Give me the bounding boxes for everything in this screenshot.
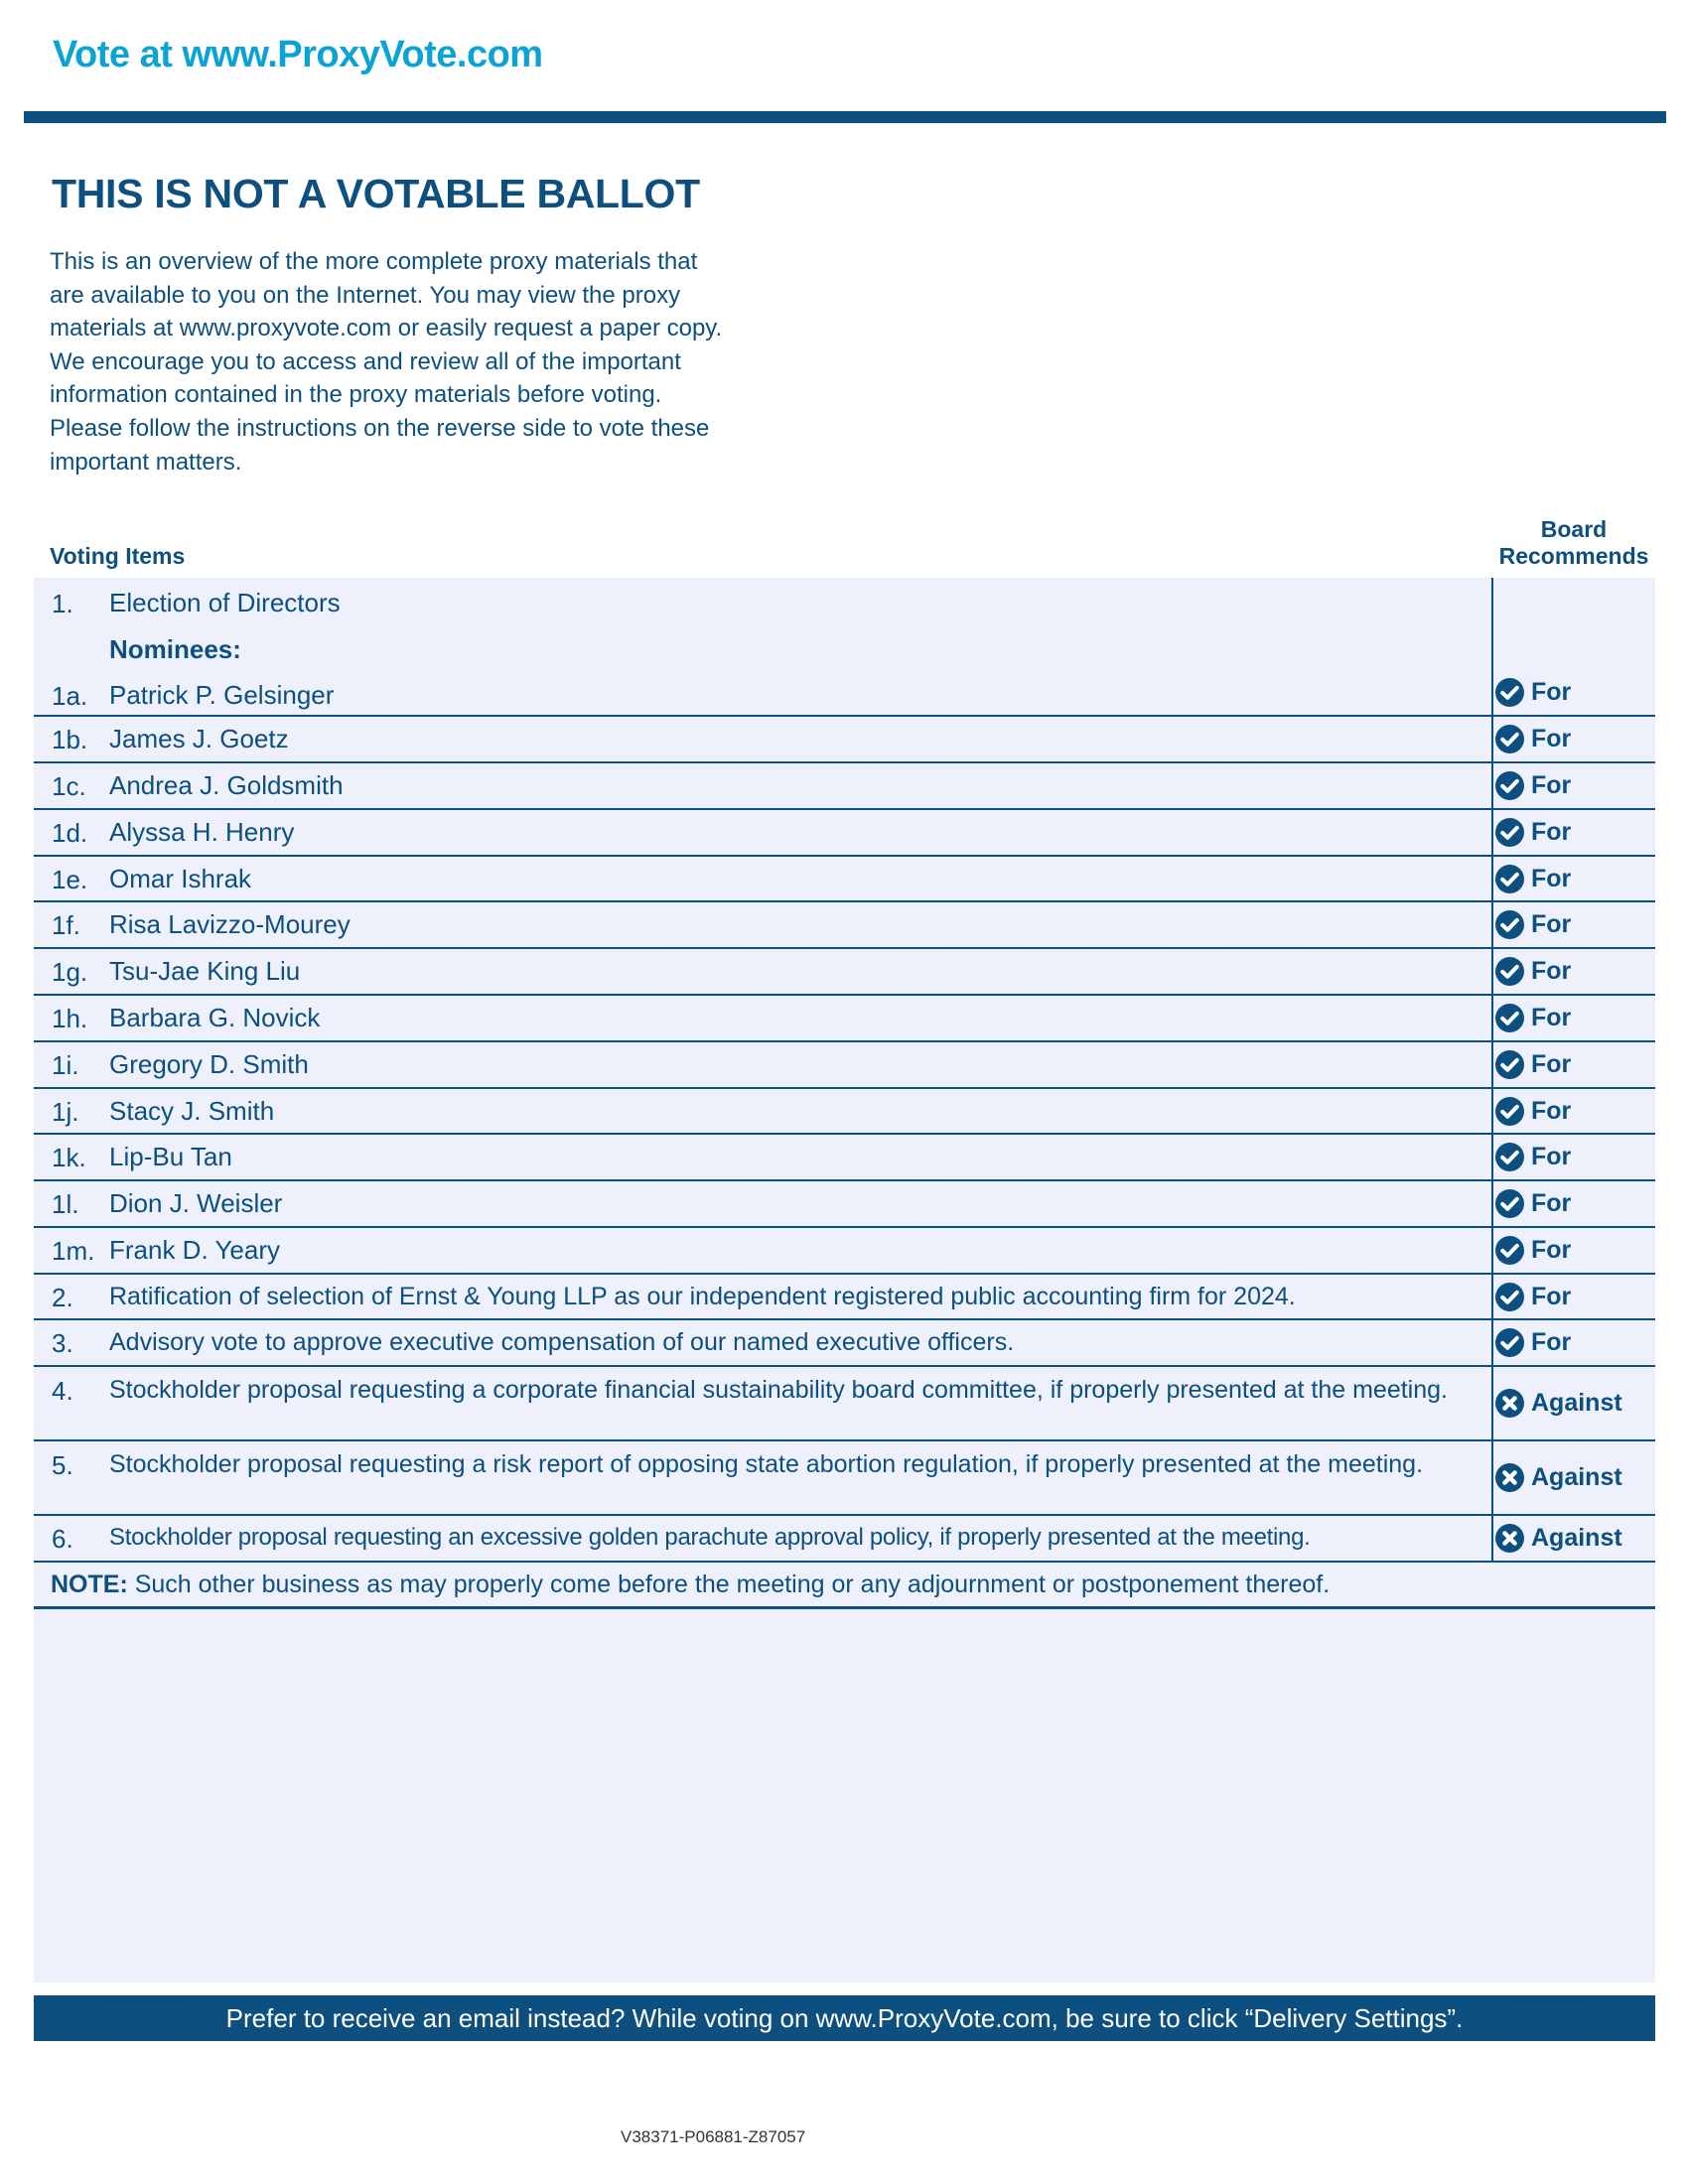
item-text: Election of Directors	[109, 588, 341, 617]
board-recommends-header	[1492, 516, 1655, 570]
item-number: 1c.	[52, 771, 86, 801]
item-number: 1l.	[52, 1189, 79, 1219]
item-text: Gregory D. Smith	[109, 1049, 309, 1079]
board-recommendation	[1495, 771, 1654, 800]
board-header-line1: Board	[1540, 516, 1608, 542]
item-number: 1g.	[52, 957, 88, 987]
board-recommendation	[1495, 1143, 1654, 1171]
item-number: 1h.	[52, 1004, 88, 1033]
table-row	[34, 1516, 1655, 1563]
board-recommendation	[1495, 1328, 1654, 1357]
item-number: 1f.	[52, 910, 80, 940]
board-recommendation	[1495, 678, 1654, 707]
check-circle-icon	[1495, 1328, 1524, 1357]
check-circle-icon	[1495, 1189, 1524, 1218]
board-recommendation	[1495, 1050, 1654, 1079]
board-recommendation	[1495, 1389, 1654, 1418]
item-number: 1d.	[52, 818, 88, 848]
voting-items-header: Voting Items	[50, 543, 186, 569]
item-text: Lip-Bu Tan	[109, 1142, 232, 1171]
table-row	[34, 1441, 1655, 1516]
check-circle-icon	[1495, 771, 1524, 800]
recommendation-label: For	[1531, 910, 1572, 938]
item-number: 3.	[52, 1328, 73, 1358]
recommendation-label: For	[1531, 1050, 1572, 1078]
recommendation-label: For	[1531, 725, 1572, 752]
item-text: Patrick P. Gelsinger	[109, 680, 335, 710]
table-row	[34, 996, 1655, 1042]
item-text: James J. Goetz	[109, 724, 289, 753]
item-text: Alyssa H. Henry	[109, 817, 295, 847]
recommendation-label: For	[1531, 678, 1572, 706]
board-recommendation	[1495, 1004, 1654, 1032]
board-recommendation	[1495, 1463, 1654, 1492]
item-text: Omar Ishrak	[109, 864, 252, 893]
recommendation-label: Against	[1531, 1389, 1622, 1417]
note-label: NOTE:	[51, 1570, 128, 1598]
recommendation-label: Against	[1531, 1463, 1622, 1491]
board-recommendation	[1495, 725, 1654, 753]
table-row-election	[34, 578, 1655, 717]
item-number: 1.	[52, 589, 73, 618]
board-recommendation	[1495, 957, 1654, 986]
table-row	[34, 857, 1655, 902]
item-text: Dion J. Weisler	[109, 1188, 283, 1218]
table-row	[34, 949, 1655, 996]
check-circle-icon	[1495, 910, 1524, 939]
x-circle-icon	[1495, 1463, 1524, 1492]
table-row	[34, 810, 1655, 857]
note-text	[51, 1570, 1330, 1599]
check-circle-icon	[1495, 678, 1524, 707]
recommendation-label: For	[1531, 1236, 1572, 1264]
check-circle-icon	[1495, 1004, 1524, 1032]
intro-line: materials at www.proxyvote.com or easily request a paper copy.	[50, 315, 723, 342]
intro-line: Please follow the instructions on the reverse side to vote these	[50, 414, 710, 442]
table-row	[34, 1320, 1655, 1367]
table-row	[34, 763, 1655, 810]
note-body: Such other business as may properly come before the meeting or any adjournment or postponement thereof.	[127, 1570, 1331, 1598]
board-recommendation	[1495, 910, 1654, 939]
check-circle-icon	[1495, 1050, 1524, 1079]
recommendation-label: For	[1531, 1283, 1572, 1310]
recommendation-label: Against	[1531, 1524, 1622, 1552]
board-column-divider	[1491, 578, 1493, 1563]
table-row	[34, 1089, 1655, 1135]
check-circle-icon	[1495, 725, 1524, 753]
item-text: Stockholder proposal requesting a corporate financial sustainability board committee, if properly presented at the meeting.	[109, 1376, 1448, 1404]
item-number: 1e.	[52, 865, 88, 894]
board-recommendation	[1495, 865, 1654, 893]
board-recommendation	[1495, 1524, 1654, 1553]
item-number: 1k.	[52, 1143, 86, 1172]
intro-line: We encourage you to access and review all of the important	[50, 347, 681, 375]
item-text: Barbara G. Novick	[109, 1003, 321, 1032]
intro-line: This is an overview of the more complete proxy materials that	[50, 248, 698, 275]
email-delivery-banner: Prefer to receive an email instead? While voting on www.ProxyVote.com, be sure to click “Delivery Settings”.	[34, 1995, 1655, 2041]
item-text: Tsu-Jae King Liu	[109, 956, 301, 986]
board-recommendation	[1495, 1189, 1654, 1218]
header-divider-bar	[24, 111, 1666, 123]
recommendation-label: For	[1531, 1328, 1572, 1356]
table-row	[34, 1367, 1655, 1441]
board-recommendation	[1495, 1283, 1654, 1311]
check-circle-icon	[1495, 1097, 1524, 1126]
x-circle-icon	[1495, 1524, 1524, 1553]
table-row	[34, 1042, 1655, 1089]
check-circle-icon	[1495, 1143, 1524, 1171]
page-title: THIS IS NOT A VOTABLE BALLOT	[52, 171, 700, 216]
recommendation-label: For	[1531, 957, 1572, 985]
recommendation-label: For	[1531, 818, 1572, 846]
item-number: 2.	[52, 1283, 73, 1312]
item-number: 5.	[52, 1450, 73, 1480]
intro-line: information contained in the proxy materials before voting.	[50, 381, 662, 409]
item-number: 1j.	[52, 1097, 79, 1127]
board-recommendation	[1495, 1097, 1654, 1126]
board-header-line2: Recommends	[1498, 543, 1649, 569]
table-row	[34, 1228, 1655, 1275]
intro-line: are available to you on the Internet. You may view the proxy	[50, 281, 681, 309]
recommendation-label: For	[1531, 1189, 1572, 1217]
check-circle-icon	[1495, 865, 1524, 893]
item-text: Stockholder proposal requesting an excessive golden parachute approval policy, if properly presented at the meeting.	[109, 1524, 1311, 1551]
item-number: 1a.	[52, 681, 88, 711]
recommendation-label: For	[1531, 771, 1572, 799]
table-row	[34, 1135, 1655, 1181]
item-number: 1i.	[52, 1050, 79, 1080]
item-text: Risa Lavizzo-Mourey	[109, 909, 351, 939]
recommendation-label: For	[1531, 1097, 1572, 1125]
intro-line: important matters.	[50, 448, 242, 476]
item-text: Frank D. Yeary	[109, 1235, 280, 1265]
intro-paragraph	[50, 245, 864, 478]
table-row	[34, 1275, 1655, 1320]
table-row	[34, 902, 1655, 949]
proxyvote-link[interactable]: Vote at www.ProxyVote.com	[53, 34, 543, 75]
nominees-label: Nominees:	[109, 634, 241, 664]
document-control-code: V38371-P06881-Z87057	[621, 2127, 806, 2146]
recommendation-label: For	[1531, 1004, 1572, 1031]
item-number: 1b.	[52, 725, 88, 754]
item-text: Andrea J. Goldsmith	[109, 770, 344, 800]
note-row	[34, 1563, 1655, 1609]
recommendation-label: For	[1531, 865, 1572, 892]
item-text: Stockholder proposal requesting a risk report of opposing state abortion regulation, if properly presented at the meeting.	[109, 1450, 1424, 1478]
item-text: Advisory vote to approve executive compensation of our named executive officers.	[109, 1328, 1015, 1356]
table-row	[34, 1181, 1655, 1228]
table-row	[34, 717, 1655, 763]
item-number: 4.	[52, 1376, 73, 1406]
board-recommendation	[1495, 818, 1654, 847]
item-text: Stacy J. Smith	[109, 1096, 275, 1126]
check-circle-icon	[1495, 1283, 1524, 1311]
item-number: 1m.	[52, 1236, 95, 1266]
recommendation-label: For	[1531, 1143, 1572, 1170]
board-recommendation	[1495, 1236, 1654, 1265]
check-circle-icon	[1495, 1236, 1524, 1265]
check-circle-icon	[1495, 957, 1524, 986]
item-number: 6.	[52, 1524, 73, 1554]
item-text: Ratification of selection of Ernst & Young LLP as our independent registered public accounting firm for 2024.	[109, 1283, 1296, 1310]
check-circle-icon	[1495, 818, 1524, 847]
x-circle-icon	[1495, 1389, 1524, 1418]
